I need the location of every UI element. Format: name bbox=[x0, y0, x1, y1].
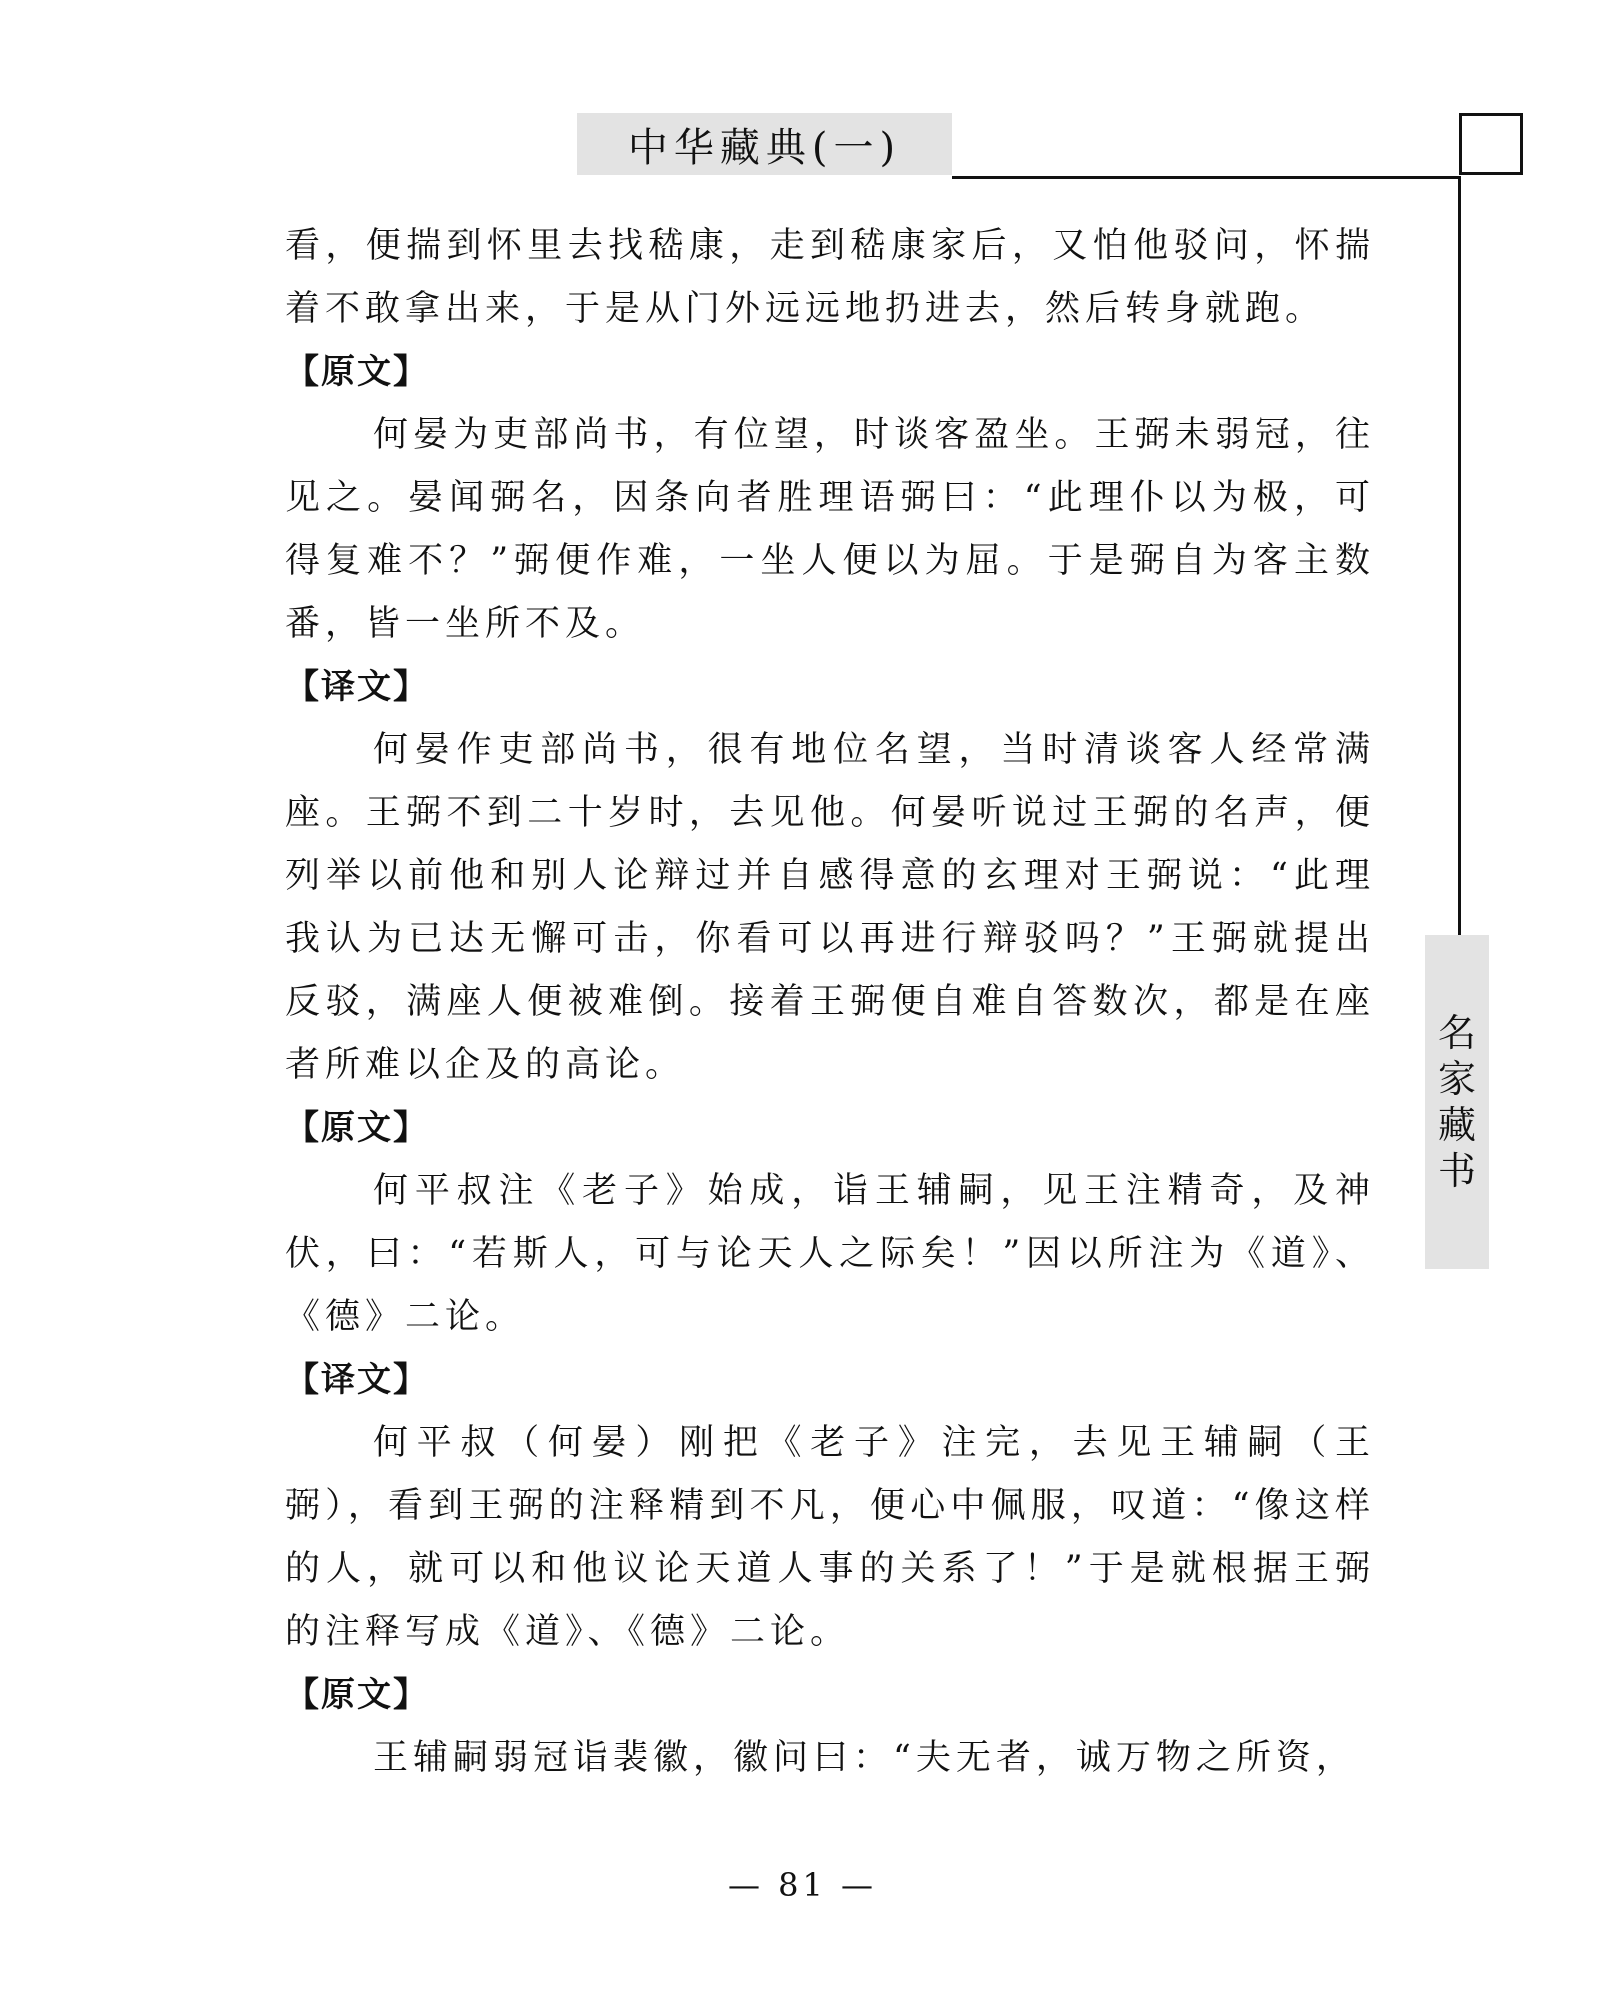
section-heading: 【原文】 bbox=[285, 1108, 429, 1148]
margin-rule bbox=[1458, 176, 1461, 936]
body-text bbox=[285, 215, 1375, 1790]
header-rule bbox=[952, 176, 1460, 179]
section-heading: 【原文】 bbox=[285, 352, 429, 392]
paragraph: 何晏作吏部尚书，很有地位名望，当时清谈客人经常满座。王弼不到二十岁时，去见他。何晏听说过王弼的名声，便列举以前他和别人论辩过并自感得意的玄理对王弼说：“此理我认为已达无懈可击，你看可以再进行辩驳吗？”王弼就提出反驳，满座人便被难倒。接着王弼便自难自答数次，都是在座者所难以企及的高论。 bbox=[285, 730, 1375, 1085]
section-tab-char: 书 bbox=[1437, 1149, 1476, 1193]
page-number: — 81 — bbox=[727, 1866, 878, 1904]
section-tab-char: 藏 bbox=[1437, 1103, 1476, 1147]
paragraph: 何平叔（何晏）刚把《老子》注完，去见王辅嗣（王弼），看到王弼的注释精到不凡，便心中佩服，叹道：“像这样的人，就可以和他议论天道人事的关系了！”于是就根据王弼的注释写成《道》、《德》二论。 bbox=[285, 1423, 1375, 1652]
paragraph: 王辅嗣弱冠诣裴徽，徽问曰：“夫无者，诚万物之所资， bbox=[373, 1738, 1356, 1778]
section-tab bbox=[1425, 935, 1489, 1269]
paragraph: 看，便揣到怀里去找嵇康，走到嵇康家后，又怕他驳问，怀揣着不敢拿出来，于是从门外远远地扔进去，然后转身就跑。 bbox=[285, 226, 1375, 329]
paragraph: 何晏为吏部尚书，有位望，时谈客盈坐。王弼未弱冠，往见之。晏闻弼名，因条向者胜理语弼曰：“此理仆以为极，可得复难不？”弼便作难，一坐人便以为屈。于是弼自为客主数番，皆一坐所不及。 bbox=[285, 415, 1375, 644]
book-title: 中华藏典(一) bbox=[627, 124, 902, 171]
paragraph: 何平叔注《老子》始成，诣王辅嗣，见王注精奇，及神伏，曰：“若斯人，可与论天人之际矣！”因以所注为《道》、《德》二论。 bbox=[285, 1171, 1375, 1337]
section-tab-char: 家 bbox=[1437, 1057, 1476, 1101]
section-heading: 【原文】 bbox=[285, 1675, 429, 1715]
header-corner-box bbox=[1459, 113, 1523, 175]
running-header bbox=[577, 113, 952, 175]
section-tab-char: 名 bbox=[1437, 1011, 1476, 1055]
section-heading: 【译文】 bbox=[285, 667, 429, 707]
section-heading: 【译文】 bbox=[285, 1360, 429, 1400]
